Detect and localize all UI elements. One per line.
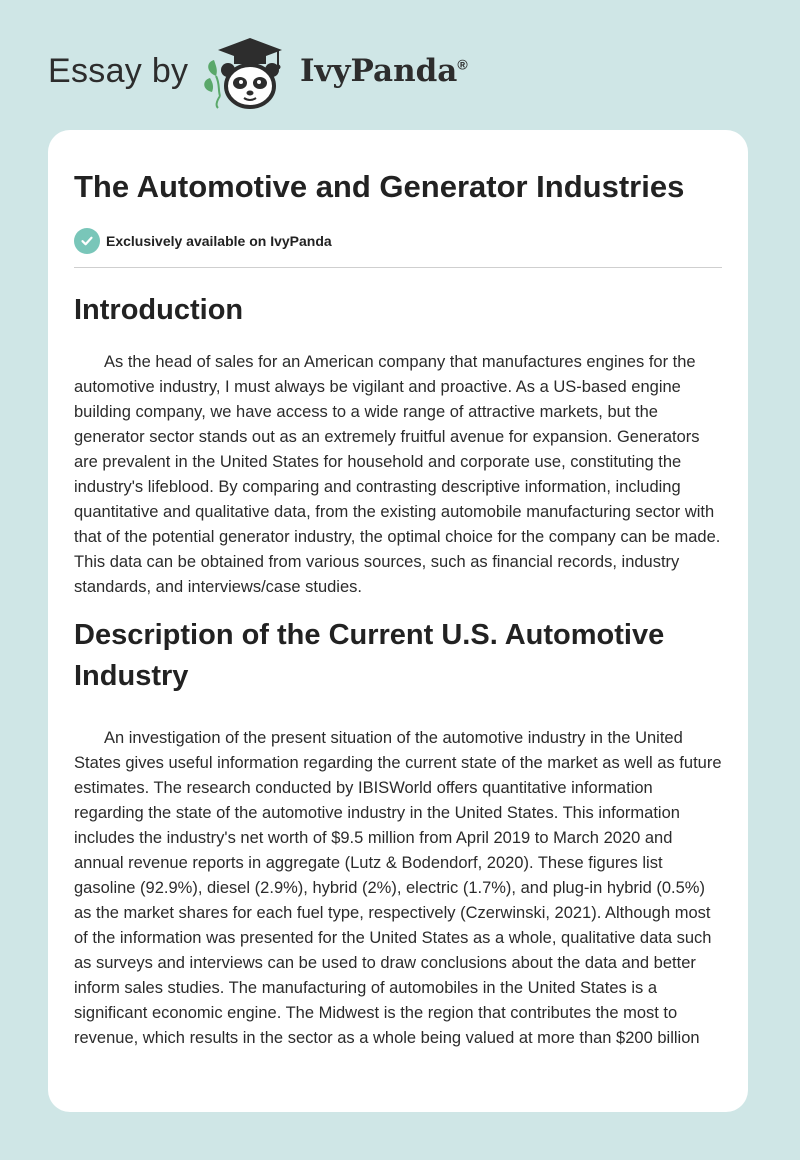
page-title: The Automotive and Generator Industries	[74, 169, 685, 204]
section-paragraph-automotive-industry: An investigation of the present situation of the automotive industry in the United States gives useful information regarding the current state of the market as well as future estimates. The research conducted by IBISWorld offers quantitative information regarding the state of the automotive industry in the United States. This information includes the industry's net worth of $9.5 million from April 2019 to March 2020 and annual revenue reports in aggregate (Lutz & Bodendorf, 2020). These figures list gasoline (92.9%), diesel (2.9%), hybrid (2%), electric (1.7%), and plug-in hybrid (0.5%) as the market shares for each fuel type, respectively (Czerwinski, 2021). Although most of the information was presented for the United States as a whole, qualitative data such as surveys and interviews can be used to draw conclusions about the data and better inform sales studies. The manufacturing of automobiles in the United States is a significant economic engine. The Midwest is the region that contributes the most to revenue, which results in the sector as a whole being valued at more than $200 billion	[74, 729, 722, 1047]
section-heading-introduction: Introduction	[74, 294, 244, 326]
exclusive-badge	[74, 228, 722, 254]
panda-logo-icon	[202, 36, 288, 110]
badge-label: Exclusively available on IvyPanda	[106, 233, 332, 249]
brand-prefix: Essay by	[48, 52, 189, 90]
check-circle-icon	[74, 228, 100, 254]
essay-content	[74, 166, 722, 1051]
essay-card	[48, 130, 748, 1112]
section-paragraph-introduction: As the head of sales for an American company that manufactures engines for the automotive industry, I must always be vigilant and proactive. As a US-based engine building company, we have access to a wide range of attractive markets, but the generator sector stands out as an extremely fruitful avenue for expansion. Generators are prevalent in the United States for household and corporate use, constituting the industry's lifeblood. By comparing and contrasting descriptive information, including quantitative and qualitative data, from the existing automobile manufacturing sector with that of the potential generator industry, the optimal choice for the company can be made. This data can be obtained from various sources, such as financial records, industry standards, and interviews/case studies.	[74, 353, 721, 596]
divider	[74, 267, 722, 268]
registered-mark: ®	[457, 56, 468, 73]
brand-name: IvyPanda®	[300, 53, 468, 89]
brand-header	[48, 34, 508, 114]
section-heading-automotive-industry: Description of the Current U.S. Automotive Industry	[74, 619, 665, 692]
